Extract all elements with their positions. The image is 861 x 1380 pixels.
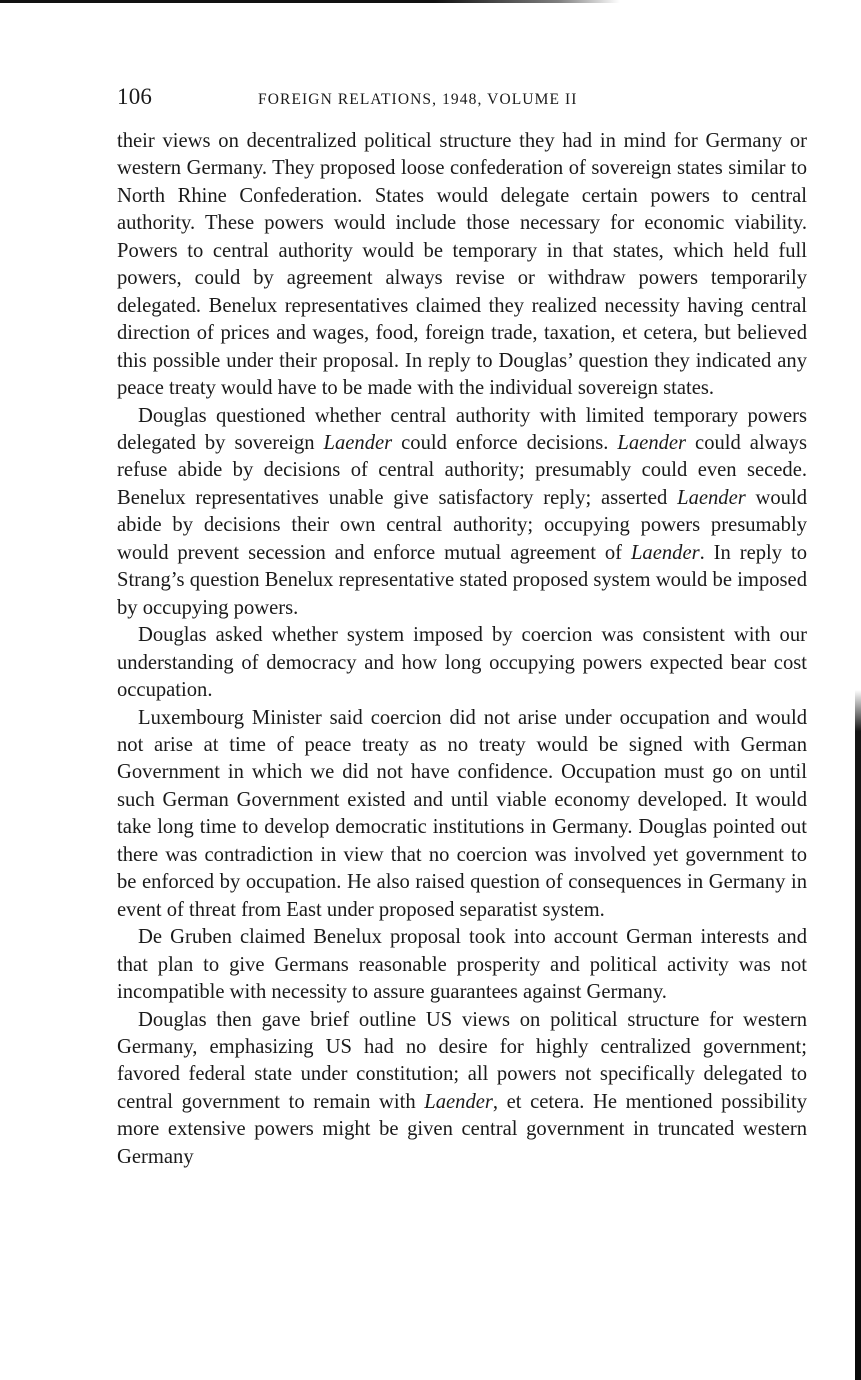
body-text (117, 128, 807, 1171)
text-segment: De Gruben claimed Benelux proposal took into account German interests and that plan to give Germans reasonable prosperity and political activity was not incompatible with necessity to assure guarantees against Germany. (117, 926, 807, 1004)
running-head (117, 84, 807, 124)
text-segment: could enforce decisions. (392, 431, 618, 454)
italic-term: Laender (677, 486, 746, 509)
text-segment: would abide by decisions their own central authority; occupying powers presumably would prevent secession and enforce mutual agreement of (117, 486, 807, 564)
running-title: FOREIGN RELATIONS, 1948, VOLUME II (258, 91, 578, 108)
text-segment: their views on decentralized political structure they had in mind for Germany or western Germany. They proposed loose confederation of sovereign states similar to North Rhine Confederation. States would delegate certain powers to central authority. These powers would include those necessary for economic viability. Powers to central authority would be temporary in that states, which held full powers, could by agreement always revise or withdraw powers temporarily delegated. Benelux representatives claimed they realized necessity having central direction of prices and wages, food, foreign trade, taxation, et cetera, but believed this possible under their proposal. In reply to Douglas’ question they indicated any peace treaty would have to be made with the individual sovereign states. (117, 130, 807, 400)
text-segment: Douglas questioned whether central authority with limited temporary powers delegated by sovereign (117, 404, 807, 454)
paragraph (117, 1007, 807, 1172)
paragraph (117, 924, 807, 1006)
scan-edge-right (855, 690, 861, 1380)
paragraph (117, 622, 807, 704)
text-segment: Luxembourg Minister said coercion did not arise under occupation and would not arise at time of peace treaty as no treaty would be signed with German Government in which we did not have confidence. Occupation must go on until such German Government existed and until viable economy developed. It would take long time to develop democratic institutions in Germany. Douglas pointed out there was contradiction in view that no coercion was involved yet government to be enforced by occupation. He also raised question of consequences in Germany in event of threat from East under proposed separatist system. (117, 706, 807, 921)
text-segment: . In reply to Strang’s question Benelux representative stated proposed system would be imposed by occupying powers. (117, 541, 807, 619)
text-segment: , et cetera. He mentioned possibility more extensive powers might be given central government in truncated western Germany (117, 1090, 808, 1168)
scan-edge-top (0, 0, 620, 3)
italic-term: Laender (424, 1090, 493, 1113)
italic-term: Laender (630, 541, 700, 564)
paragraph (117, 128, 807, 403)
page-number: 106 (117, 84, 153, 109)
text-segment: could always refuse abide by decisions of central authority; presumably could even secede. Benelux representatives unable give satisfactory reply; asserted (117, 431, 807, 509)
italic-term: Laender (323, 431, 393, 454)
text-segment: Douglas asked whether system imposed by coercion was consistent with our understanding of democracy and how long occupying powers expected bear cost occupation. (117, 624, 807, 702)
paragraph (117, 705, 807, 925)
document-page (117, 84, 807, 1171)
text-segment: Douglas then gave brief outline US views on political structure for western Germany, emphasizing US had no desire for highly centralized government; favored federal state under constitution; all powers not specifically delegated to central government to remain with (117, 1008, 807, 1113)
paragraph (117, 403, 807, 623)
italic-term: Laender (617, 431, 687, 454)
